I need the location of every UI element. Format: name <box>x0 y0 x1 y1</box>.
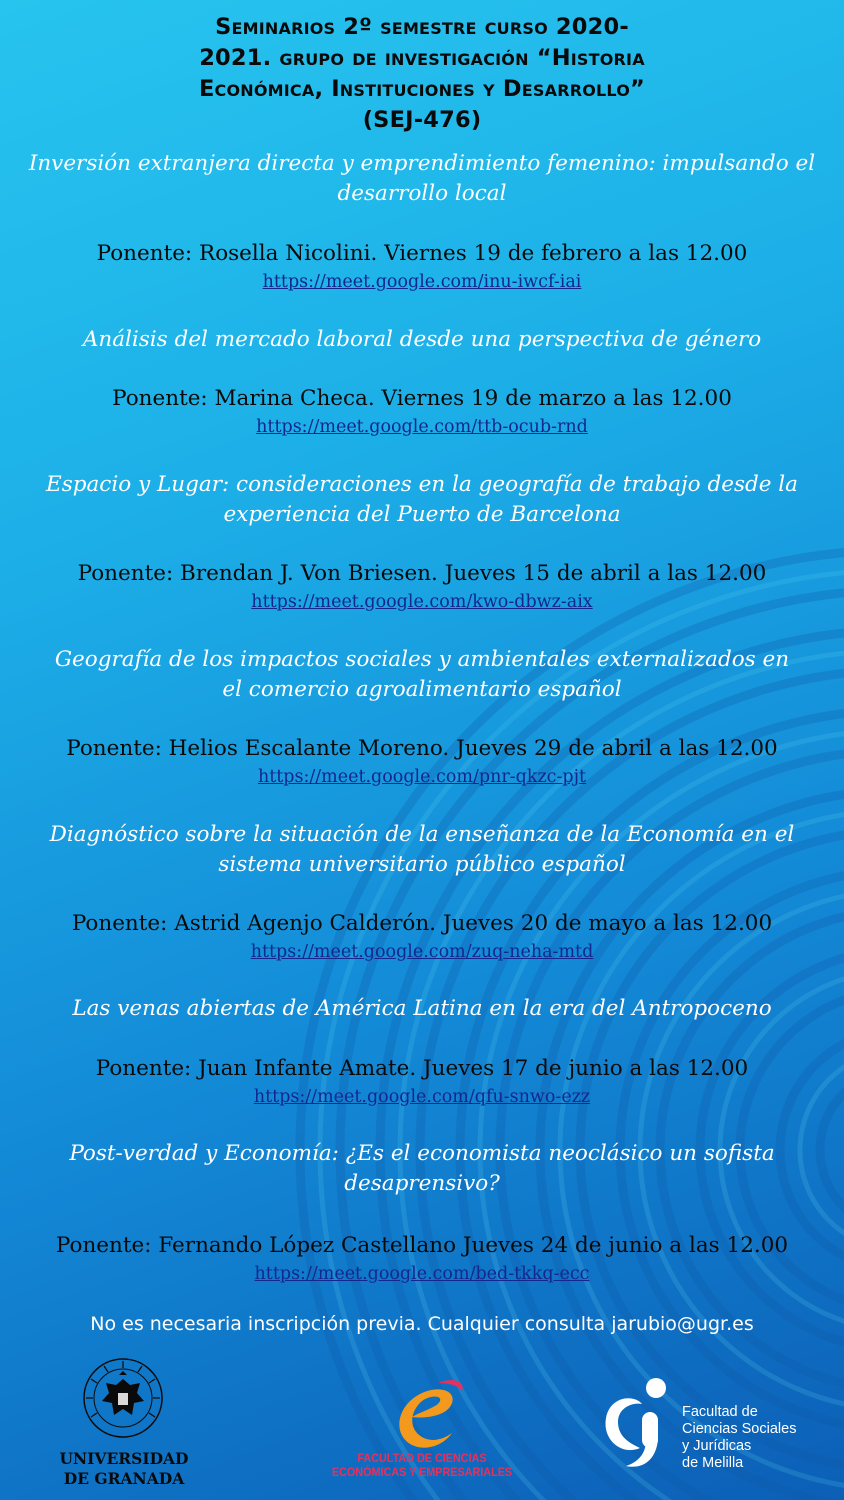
meet-link[interactable]: https://meet.google.com/ttb-ocub-rnd <box>256 417 588 437</box>
seminar-title <box>10 820 834 880</box>
melilla-faculty-name <box>682 1404 796 1472</box>
registration-notice: No es necesaria inscripción previa. Cualquier consulta jarubio@ugr.es <box>90 1313 754 1335</box>
seminar-title <box>10 1139 834 1199</box>
seminar-speaker: Ponente: Juan Infante Amate. Jueves 17 de junio a las 12.00 <box>95 1056 749 1081</box>
title-line: 2021. grupo de investigación “Historia <box>199 45 645 71</box>
seminar-title-line: Inversión extranjera directa y emprendimiento femenino: impulsando el <box>28 151 816 176</box>
seminar-title <box>10 994 834 1024</box>
melilla-name-line: Ciencias Sociales <box>682 1421 797 1437</box>
seminar-title <box>10 325 834 355</box>
seminar-title-line: el comercio agroalimentario español <box>222 677 622 702</box>
seminar-title <box>10 149 834 209</box>
seminar-title-line: Post-verdad y Economía: ¿Es el economista neoclásico un sofista <box>69 1141 775 1166</box>
meet-link[interactable]: https://meet.google.com/bed-tkkq-ecc <box>254 1264 590 1284</box>
seminar-speaker: Ponente: Helios Escalante Moreno. Jueves 29 de abril a las 12.00 <box>66 736 778 761</box>
melilla-name-line: Facultad de <box>682 1404 758 1420</box>
seminar-title <box>10 645 834 705</box>
seminar-speaker: Ponente: Fernando López Castellano Jueves 24 de junio a las 12.00 <box>55 1233 789 1258</box>
melilla-name-line: y Jurídicas <box>682 1438 752 1454</box>
seminar-speaker: Ponente: Brendan J. Von Briesen. Jueves 15 de abril a las 12.00 <box>77 561 767 586</box>
seminar-title-line: Geografía de los impactos sociales y ambientales externalizados en <box>54 647 790 672</box>
title-line: Seminarios 2º semestre curso 2020- <box>215 14 629 40</box>
ugr-logo[interactable] <box>54 1357 194 1497</box>
ugr-name-line: DE GRANADA <box>63 1469 185 1488</box>
seminar-title-line: Diagnóstico sobre la situación de la enseñanza de la Economía en el <box>49 822 795 847</box>
meet-link[interactable]: https://meet.google.com/inu-iwcf-iai <box>262 272 582 292</box>
title-line: Económica, Instituciones y Desarrollo” <box>198 76 646 102</box>
melilla-name-line: de Melilla <box>682 1455 744 1471</box>
seminar-title-line: experiencia del Puerto de Barcelona <box>223 502 621 527</box>
seminar-title-line: desarrollo local <box>337 181 507 206</box>
seminar-title <box>10 470 834 530</box>
meet-link[interactable]: https://meet.google.com/pnr-qkzc-pjt <box>257 767 587 787</box>
seminar-title-line: Análisis del mercado laboral desde una perspectiva de género <box>82 327 762 352</box>
meet-link[interactable]: https://meet.google.com/zuq-neha-mtd <box>250 942 594 962</box>
econ-faculty-logo[interactable] <box>310 1375 534 1485</box>
stylized-e-icon <box>382 1375 482 1453</box>
seminar-speaker: Ponente: Astrid Agenjo Calderón. Jueves 20 de mayo a las 12.00 <box>71 911 773 936</box>
econ-faculty-name: ECONÓMICAS Y EMPRESARIALES <box>331 1465 513 1479</box>
ugr-name-line: UNIVERSIDAD <box>59 1449 189 1468</box>
seminar-title-line: Espacio y Lugar: consideraciones en la geografía de trabajo desde la <box>46 472 798 497</box>
seminar-title-line: Las venas abiertas de América Latina en la era del Antropoceno <box>72 996 772 1021</box>
seminar-speaker: Ponente: Rosella Nicolini. Viernes 19 de febrero a las 12.00 <box>96 241 748 266</box>
poster-title <box>40 12 804 136</box>
seminar-title-line: sistema universitario público español <box>218 852 626 877</box>
title-line: (SEJ-476) <box>362 107 482 133</box>
cs-logo-icon <box>598 1374 673 1474</box>
meet-link[interactable]: https://meet.google.com/kwo-dbwz-aix <box>251 592 593 612</box>
seminar-title-line: desaprensivo? <box>344 1171 500 1196</box>
seminar-speaker: Ponente: Marina Checa. Viernes 19 de marzo a las 12.00 <box>112 386 732 411</box>
econ-faculty-name: FACULTAD DE CIENCIAS <box>357 1451 487 1465</box>
meet-link[interactable]: https://meet.google.com/qfu-snwo-ezz <box>253 1087 591 1107</box>
melilla-faculty-logo[interactable] <box>598 1374 834 1484</box>
university-seal-icon <box>82 1357 164 1439</box>
